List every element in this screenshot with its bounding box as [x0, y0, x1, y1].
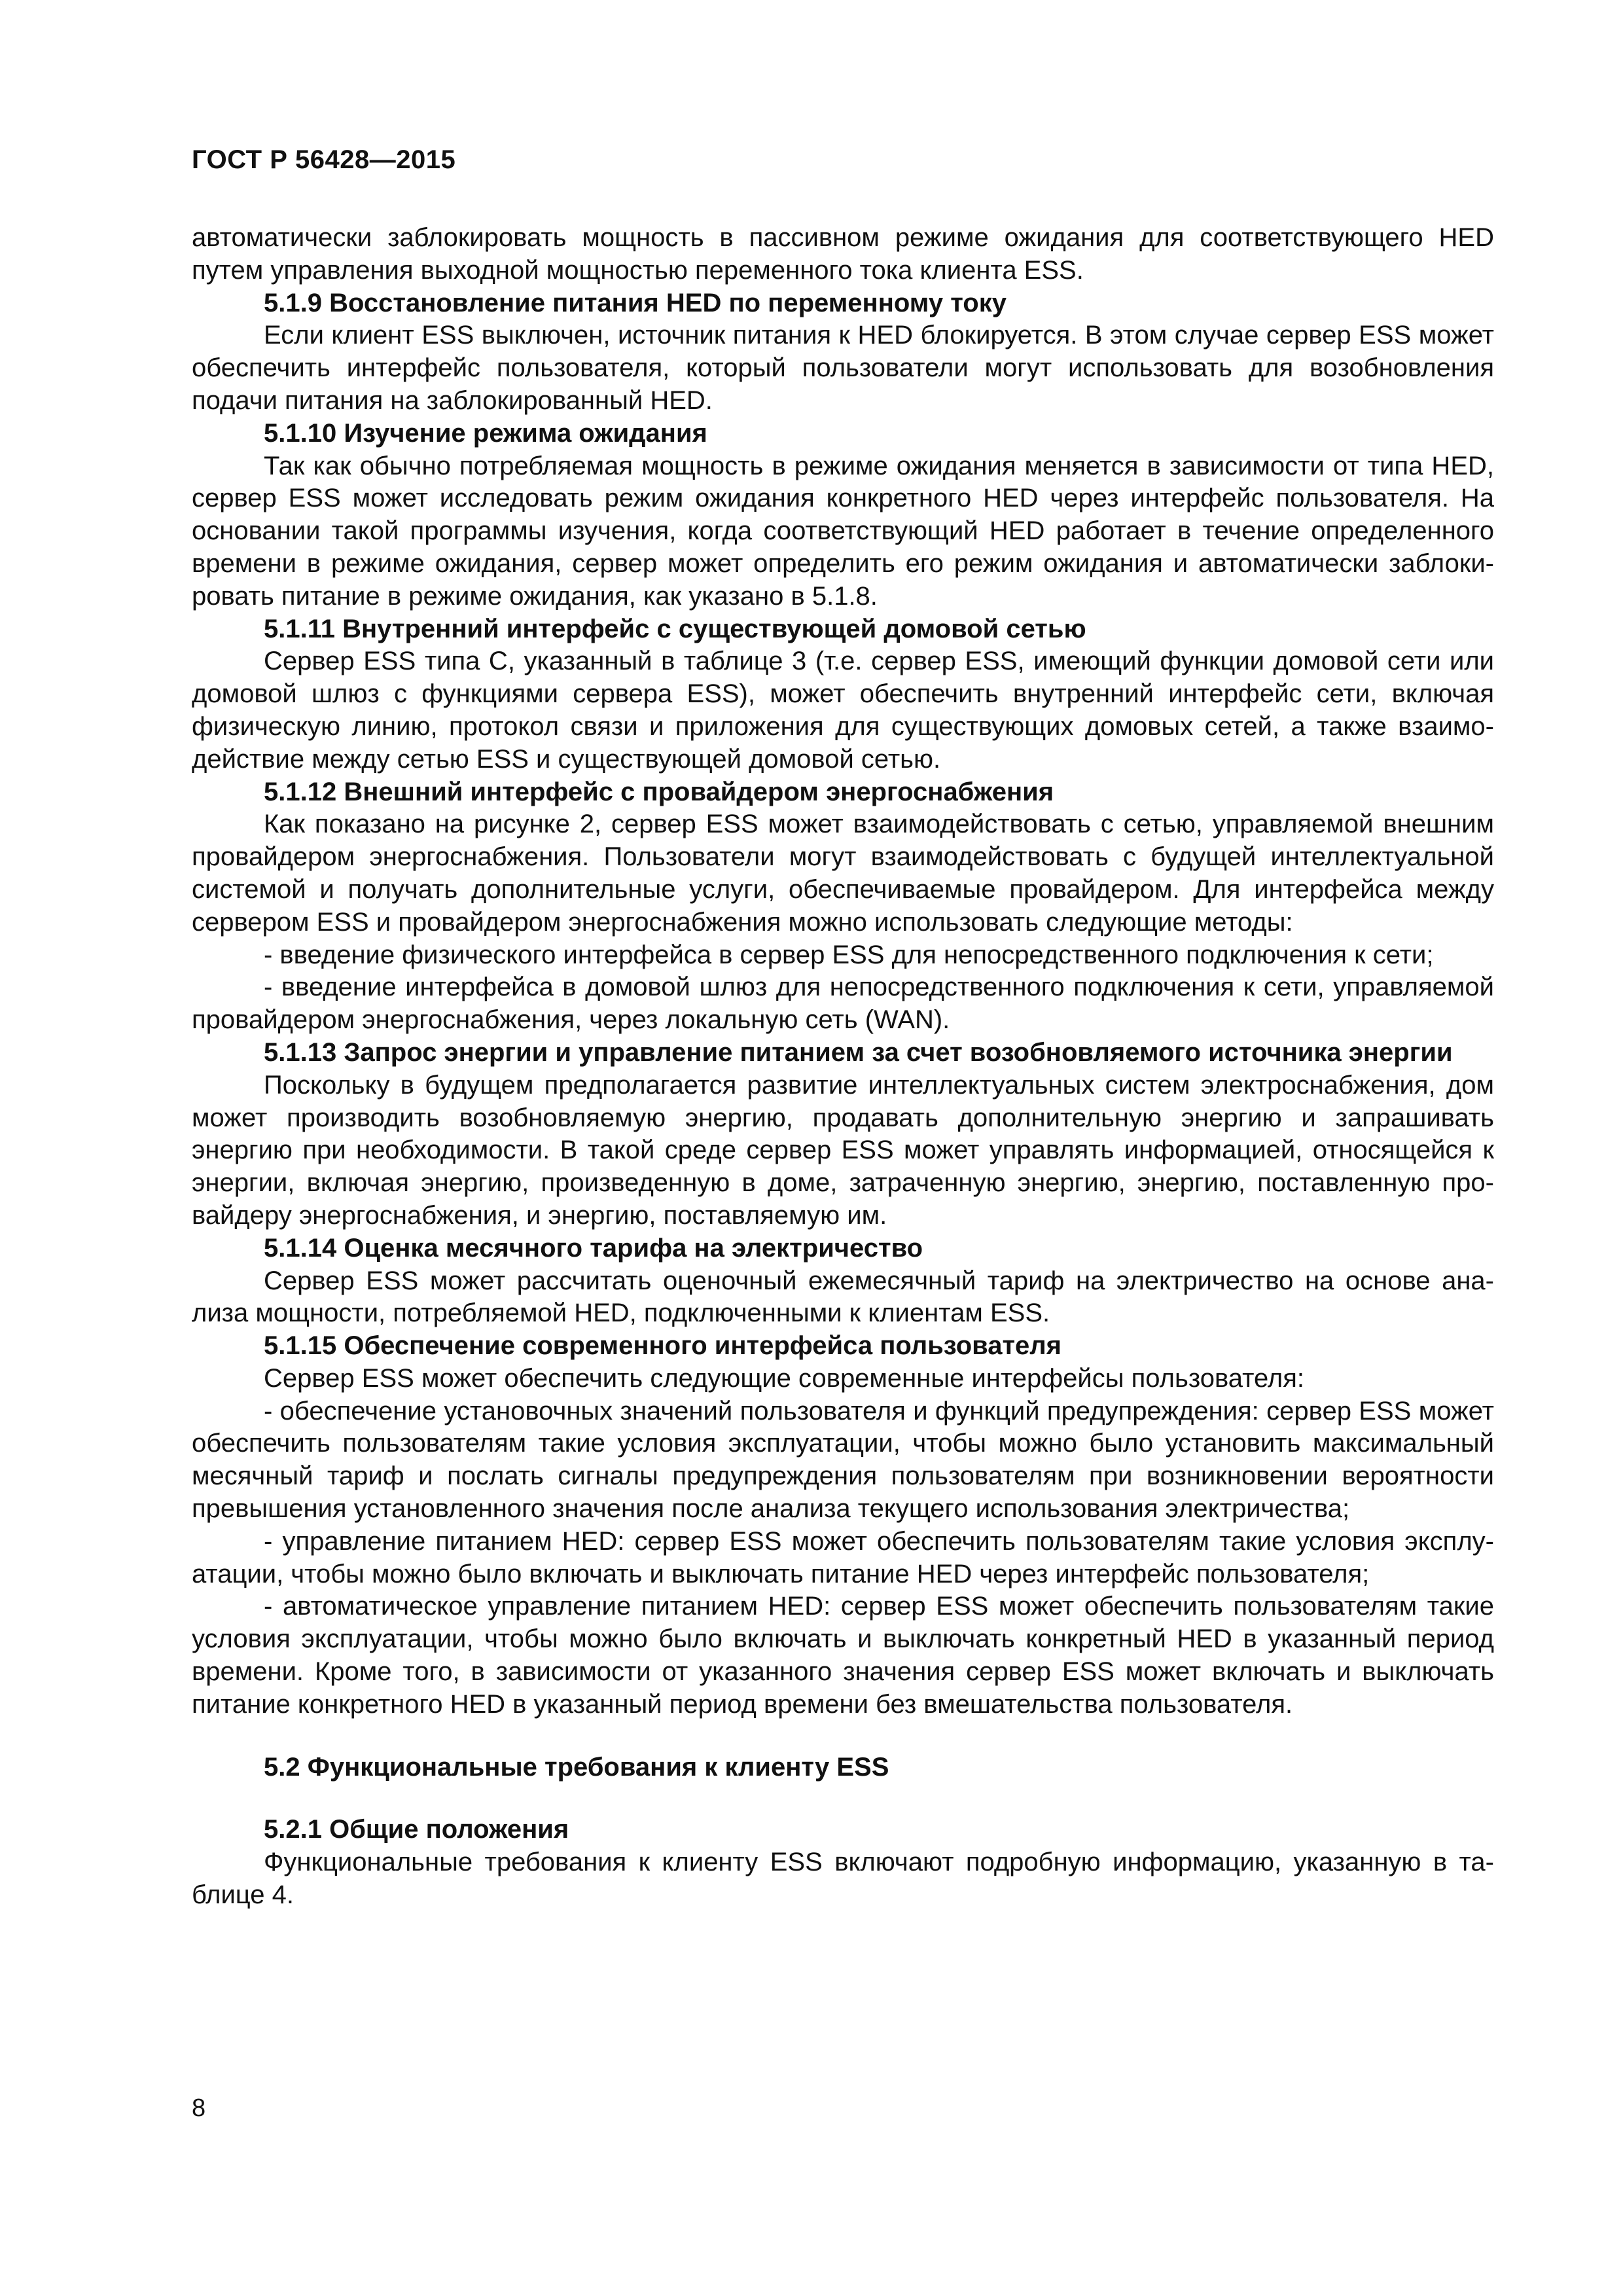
paragraph: Поскольку в будущем предполагается развитие интеллектуальных систем электроснабжения, дом может производить возобновляемую энергию, продавать дополнительную энергию и запрашивать энергию при необходимости. В такой среде сервер ESS может управлять информацией, относящейся к энергии, включая энергию, произведенную в доме, затраченную энергию, энергию, поставленную провайдеру энергоснабжения, и энергию, поставляемую им.	[192, 1070, 1494, 1230]
page-number: 8	[192, 2094, 206, 2122]
paragraph: Сервер ESS типа С, указанный в таблице 3 (т.е. сервер ESS, имеющий функции домовой сети или домовой шлюз с функциями сервера ESS), может обеспечить внутренний интерфейс сети, включая физическую линию, протокол связи и приложения для существующих домовых сетей, а также взаимодействие между сетью ESS и существующей домовой сетью.	[192, 647, 1494, 774]
section-heading: 5.2 Функциональные требования к клиенту ESS	[264, 1752, 889, 1782]
paragraph: Как показано на рисунке 2, сервер ESS может взаимодействовать с сетью, управляемой внешним провайдером энергоснабжения. Пользователи могут взаимодействовать с будущей интеллектуальной системой и получать дополнительные услуги, обеспечиваемые провайдером. Для интерфейса между сервером ESS и провайдером энергоснабжения можно использовать следующие методы:	[192, 810, 1494, 937]
paragraph: автоматически заблокировать мощность в пассивном режиме ожидания для соответствующего HED путем управления выходной мощностью переменного тока клиента ESS.	[192, 223, 1494, 285]
section-heading: 5.1.14 Оценка месячного тарифа на электричество	[264, 1233, 923, 1263]
section-heading: 5.1.11 Внутренний интерфейс с существующей домовой сетью	[264, 614, 1086, 643]
document-body	[192, 222, 1494, 1912]
list-item: - введение физического интерфейса в сервер ESS для непосредственного подключения к сети;	[264, 940, 1434, 969]
list-item: - обеспечение установочных значений пользователя и функций предупреждения: сервер ESS может обеспечить пользователям такие условия эксплуатации, чтобы можно было установить максимальный месячный тариф и послать сигналы предупреждения пользователям при возникновении вероятности превышения установленного значения после анализа текущего использования электричества;	[192, 1396, 1494, 1524]
list-item: - автоматическое управление питанием HED: сервер ESS может обеспечить пользователям такие условия эксплуатации, чтобы можно было включать и выключать конкретный HED в указанный период времени. Кроме того, в зависимости от указанного значения сервер ESS может включать и выключать питание конкретного HED в указанный период времени без вмешательства пользователя.	[192, 1592, 1494, 1719]
paragraph: Сервер ESS может обеспечить следующие современные интерфейсы пользователя:	[264, 1363, 1305, 1393]
document-header: ГОСТ Р 56428—2015	[192, 145, 456, 174]
section-heading: 5.1.15 Обеспечение современного интерфейса пользователя	[264, 1331, 1062, 1361]
section-heading: 5.1.13 Запрос энергии и управление питанием за счет возобновляемого источника энергии	[264, 1037, 1453, 1067]
section-heading: 5.1.12 Внешний интерфейс с провайдером энергоснабжения	[264, 777, 1054, 806]
paragraph: Сервер ESS может рассчитать оценочный ежемесячный тариф на электричество на основе анализа мощности, потребляемой HED, подключенными к клиентам ESS.	[192, 1266, 1494, 1328]
list-item: - введение интерфейса в домовой шлюз для непосредственного подключения к сети, управляемой провайдером энергоснабжения, через локальную сеть (WAN).	[192, 973, 1494, 1035]
paragraph: Если клиент ESS выключен, источник питания к HED блокируется. В этом случае сервер ESS может обеспечить интерфейс пользователя, который пользователи могут использовать для возобновления подачи питания на заблокированный HED.	[192, 321, 1494, 415]
section-heading: 5.2.1 Общие положения	[264, 1815, 569, 1844]
paragraph: Так как обычно потребляемая мощность в режиме ожидания меняется в зависимости от типа HED, сервер ESS может исследовать режим ожидания конкретного HED через интерфейс пользователя. На основании такой программы изучения, когда соответствующий HED работает в течение определенного времени в режиме ожидания, сервер может определить его режим ожидания и автоматически заблокировать питание в режиме ожидания, как указано в 5.1.8.	[192, 451, 1494, 611]
section-heading: 5.1.10 Изучение режима ожидания	[264, 418, 707, 448]
list-item: - управление питанием HED: сервер ESS может обеспечить пользователям такие условия эксплуатации, чтобы можно было включать и выключать питание HED через интерфейс пользователя;	[192, 1526, 1494, 1588]
section-heading: 5.1.9 Восстановление питания HED по переменному току	[264, 288, 1007, 317]
paragraph: Функциональные требования к клиенту ESS включают подробную информацию, указанную в таблице 4.	[192, 1848, 1494, 1910]
